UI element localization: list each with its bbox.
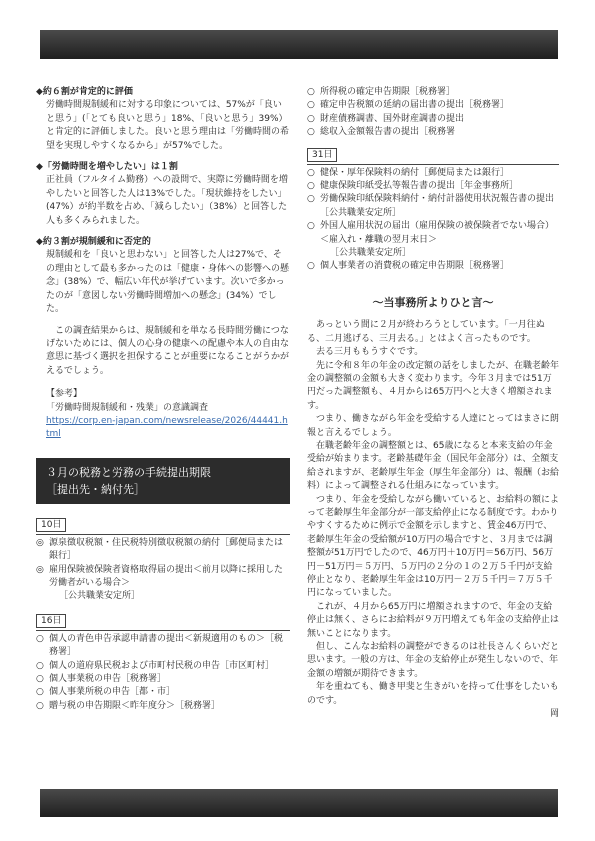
right-column	[307, 86, 559, 721]
schedule-16-continued	[307, 86, 559, 140]
item-text: 健康保険印紙受払等報告書の提出［年金事務所］	[320, 181, 519, 192]
item-text: 個人事業者の消費税の確定申告期限［税務署］	[320, 261, 510, 272]
item-text: 所得税の確定申告期限［税務署］	[320, 87, 456, 97]
message-paragraph: 年を重ねても、働き甲斐と生きがいを持って仕事をしたいものです。	[307, 682, 559, 706]
circle-icon: ○	[36, 660, 44, 671]
circle-icon: ○	[36, 633, 44, 644]
message-paragraph: 去る三月ももうすぐです。	[316, 347, 424, 358]
section-heading: ◆「労働時間を増やしたい」は１割	[36, 162, 178, 173]
circle-icon: ○	[307, 221, 315, 232]
list-item	[307, 126, 559, 139]
item-text: 贈与税の申告期限＜昨年度分＞［税務署］	[49, 700, 221, 711]
survey-section-3	[36, 236, 290, 316]
schedule-31	[307, 144, 559, 274]
circle-icon: ○	[307, 87, 315, 97]
message-paragraph: あっという間に２月が終わろうとしています。「一月往ぬる、二月逃げる、三月去る。」とはよく言ったものです。	[307, 320, 545, 344]
reference-label: 【参考】	[46, 389, 83, 400]
date-label: 10日	[36, 518, 66, 532]
footer-bar	[40, 789, 558, 817]
office-message-body	[307, 319, 559, 721]
message-paragraph: 但し、こんなお給料の調整ができるのは社長さんくらいだと思います。一般の方は、年金の支給停止が発生しないので、年金額の増額が期待できます。	[307, 642, 560, 679]
divider	[36, 630, 290, 631]
banner-subtitle: ［提出先・納付先］	[46, 482, 145, 496]
item-text: 個人事業税の申告［税務署］	[49, 674, 167, 684]
circle-icon: ○	[307, 167, 315, 178]
message-paragraph: これが、４月から65万円に増額されますので、年金の支給停止は無く、さらにお給料が９万円増えても年金の支給停止は無いことになります。	[307, 601, 559, 639]
circle-icon: ○	[307, 127, 315, 138]
date-label: 16日	[36, 614, 66, 628]
item-text: 個人の青色申告承認申請書の提出＜新規適用のもの＞［税務署］	[49, 633, 284, 658]
divider	[36, 534, 290, 535]
list-item	[36, 537, 290, 564]
list-item	[36, 564, 290, 604]
section-body: 労働時間規制緩和に対する印象については、57%が「良いと思う」(「とても良いと思う」18%、「良いと思う」39%）と肯定的に評価しました。良いと思う理由は「労働時間の希望を実現しやすくなるから」が57%でした。	[46, 100, 290, 151]
message-paragraph: 在職老齢年金の調整額とは、65歳になると本来支給の年金受給が始まります。老齢基礎年金（国民年金部分）は、全額支給されますが、老齢厚生年金（厚生年金部分）は、報酬（お給料）によって調整される仕組みになっています。	[307, 440, 560, 492]
section-heading: ◆約６割が肯定的に評価	[36, 87, 133, 97]
list-item	[307, 167, 559, 180]
item-destination: ［公共職業安定所］	[330, 248, 412, 259]
list-item	[307, 180, 559, 193]
item-destination: ［公共職業安定所］	[59, 591, 141, 602]
item-text: 個人の道府県民税および市町村民税の申告［市区町村］	[49, 660, 275, 671]
item-text: 雇用保険被保険者資格取得届の提出＜前月以降に採用した労働者がいる場合＞	[49, 564, 284, 588]
schedule-16	[36, 610, 290, 713]
double-circle-icon: ◎	[36, 537, 44, 548]
item-text: 源泉徴収税額・住民税特別徴収税額の納付［郵便局または銀行］	[49, 537, 284, 562]
list-item	[36, 700, 290, 713]
left-column	[36, 86, 290, 713]
circle-icon: ○	[36, 687, 44, 698]
list-item	[307, 86, 559, 99]
schedule-10	[36, 514, 290, 604]
survey-section-1	[36, 86, 290, 153]
circle-icon: ○	[36, 700, 44, 711]
message-paragraph: 先に令和８年の年金の改定額の話をしましたが、在職老齢年金の調整額の金額も大きく変わります。今年３月までは51万円だった調整額も、４月からは65万円へと大きく増額されます。	[307, 360, 560, 411]
date-label: 31日	[307, 148, 337, 162]
author-signature: 岡	[549, 709, 559, 720]
item-text: 外国人雇用状況の届出（雇用保険の被保険者でない場合）＜雇入れ・離職の翌月末日＞	[320, 221, 555, 245]
schedule-banner	[36, 458, 290, 504]
circle-icon: ○	[307, 261, 315, 272]
banner-title: ３月の税務と労務の手続提出期限	[46, 465, 211, 479]
list-item	[307, 260, 559, 273]
list-item	[307, 193, 559, 220]
item-text: 確定申告税額の延納の届出書の提出［税務署］	[320, 100, 510, 111]
section-heading: ◆約３割が規制緩和に否定的	[36, 237, 151, 248]
list-item	[36, 633, 290, 660]
item-text: 健保・厚年保険料の納付［郵便局または銀行］	[320, 167, 510, 178]
section-body: 規制緩和を「良いと思わない」と回答した人は27%で、その理由として最も多かったのは「健康・身体への影響への懸念」(38%）で、幅広い年代が挙げています。次いで多かったのが「意図しない労働時間増加への懸念」(34%）でした。	[46, 250, 290, 315]
survey-section-2	[36, 161, 290, 228]
list-item	[36, 673, 290, 686]
office-message-title: ～当事務所よりひと言～	[372, 295, 494, 309]
circle-icon: ○	[307, 100, 315, 111]
list-item	[307, 220, 559, 260]
circle-icon: ○	[307, 194, 315, 205]
conclusion-paragraph: この調査結果からは、規制緩和を単なる長時間労働につなげないためには、個人の心身の健康への配慮や本人の自由な意思に基づく選択を担保することが重要になることがうかがえるでしょう。	[46, 325, 290, 376]
item-text: 労働保険印紙保険料納付・納付計器使用状況報告書の提出［公共職業安定所］	[320, 194, 555, 218]
circle-icon: ○	[307, 181, 315, 192]
list-item	[36, 660, 290, 673]
list-item	[36, 686, 290, 699]
reference-link[interactable]: https://corp.en-japan.com/newsrelease/2026/44441.html	[46, 415, 288, 440]
circle-icon: ○	[307, 113, 315, 124]
list-item	[307, 99, 559, 112]
item-text: 総収入金額報告書の提出［税務署	[320, 127, 456, 138]
message-paragraph: つまり、働きながら年金を受給する人達にとってはまさに朗報と言えるでしょう。	[307, 414, 559, 438]
double-circle-icon: ◎	[36, 564, 44, 575]
reference-title: 「労働時間規制緩和・残業」の意識調査	[46, 402, 209, 413]
list-item	[307, 113, 559, 126]
header-bar	[40, 30, 558, 59]
divider	[307, 164, 559, 165]
message-paragraph: つまり、年金を受給しながら働いていると、お給料の額によって老齢厚生年金部分が一部支給停止になる制度です。わかりやすくするために例示で金額を示しますと、賃金46万円で、老齢厚生年金の受給額が10万円の場合ですと、３月までは調整額が51万円でしたので、46万円＋10万円＝56万円、56万円－51万円＝５万円、５万円の２分の１の２万５千円が支給停止となり、老齢厚生年金は10万円－２万５千円＝７万５千円になっていました。	[307, 494, 560, 599]
section-body: 正社員（フルタイム勤務）への設問で、実際に労働時間を増やしたいと回答した人は13%でした。「現状維持をしたい」(47%）が約半数を占め、「減らしたい」（38%）と回答した人も多くみられました。	[46, 175, 288, 226]
circle-icon: ○	[36, 674, 44, 684]
item-text: 財産債務調書、国外財産調書の提出	[320, 113, 465, 124]
item-text: 個人事業所税の申告［都・市］	[49, 687, 176, 698]
